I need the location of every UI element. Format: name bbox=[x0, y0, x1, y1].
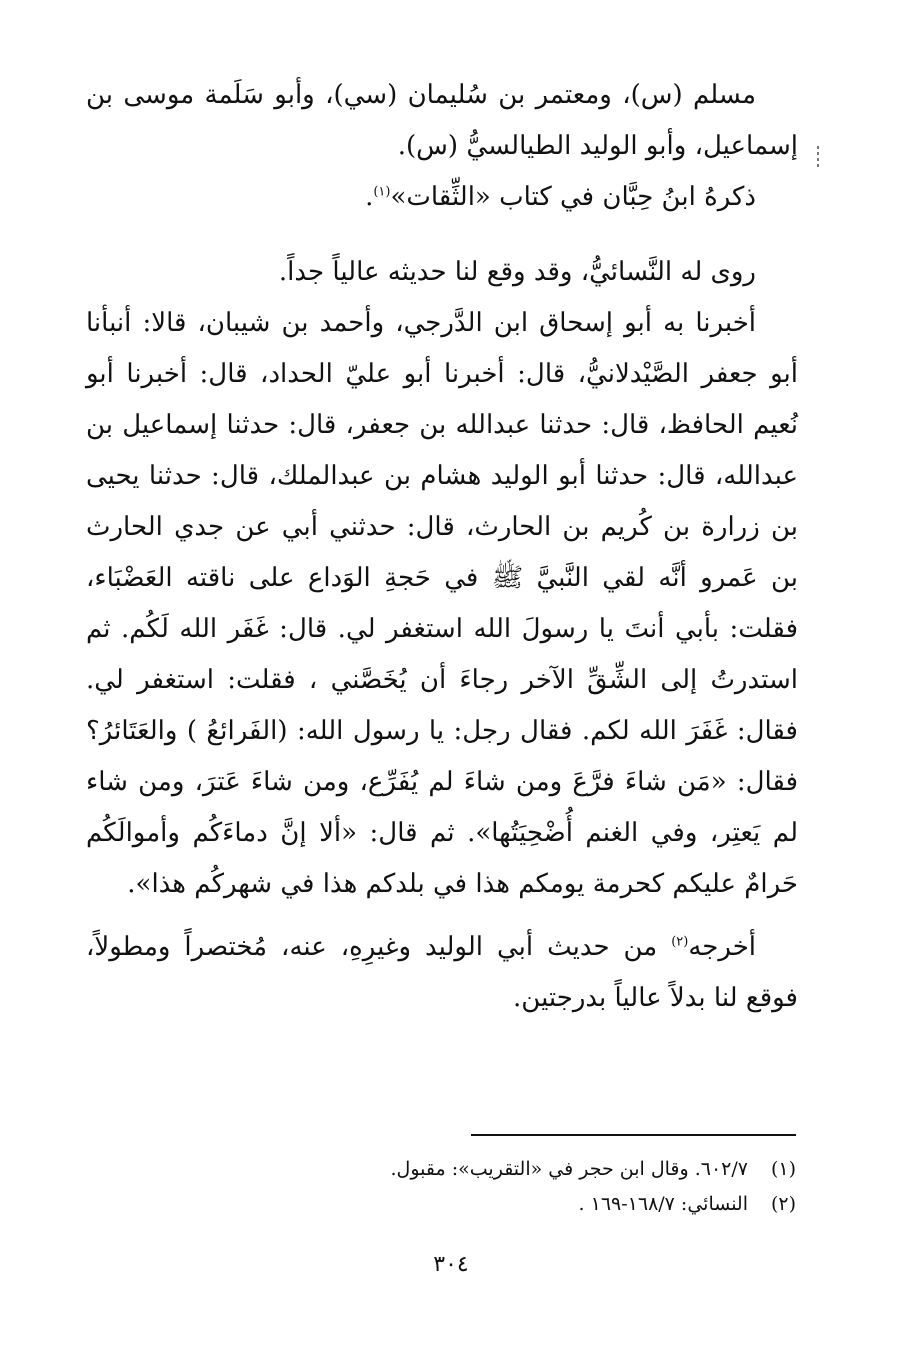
footnote-ref-1[interactable]: (١) bbox=[373, 184, 391, 200]
paragraph-hadith-text: أخبرنا به أبو إسحاق ابن الدَّرجي، وأحمد بن شيبان، قالا: أنبأنا أبو جعفر الصَّيْدلانيُّ، قال: أخبرنا أبو عليّ الحداد، قال: أخبرنا أبو نُعيم الحافظ، قال: حدثنا عبدالله بن جعفر، قال: حدثنا إسماعيل بن عبدالله، قال: حدثنا أبو الوليد هشام بن عبدالملك، قال: حدثنا يحيى بن زرارة بن كُريم بن الحارث، قال: حدثني أبي عن جدي الحارث بن عَمرو أنَّه لقي النَّبيَّ ﷺ في حَجةِ الوَداع على ناقته العَضْبَاء، فقلت: بأبي أنتَ يا رسولَ الله استغفر لي. قال: غَفَر الله لَكُم. ثم استدرتُ إلى الشِّقِّ الآخر رجاءَ أن يُخَصَّني ، فقلت: استغفر لي. فقال: غَفَرَ الله لكم. فقال رجل: يا رسول الله: (الفَرائعُ ) والعَتَائرُ؟ فقال: «مَن شاءَ فرَّعَ ومن شاءَ لم يُفَرِّع، ومن شاءَ عَترَ، ومن شاء لم يَعتِر، وفي الغنم أُضْحِيَتُها». ثم قال: «ألا إنَّ دماءَكُم وأموالَكُم حَرامٌ عليكم كحرمة يومكم هذا في بلدكم هذا في شهركُم هذا». bbox=[86, 308, 798, 899]
footnote-2 bbox=[96, 1187, 796, 1222]
footnotes bbox=[96, 1152, 796, 1222]
paragraph-nasai bbox=[86, 247, 798, 298]
footnote-2-number: (٢) bbox=[770, 1193, 796, 1215]
paragraph-hadith bbox=[86, 298, 798, 910]
paragraph-ibn-hibban-text: ذكرهُ ابنُ حِبَّان في كتاب «الثِّقات» bbox=[390, 182, 756, 212]
paragraph-takhrij-rest: من حديث أبي الوليد وغيرِهِ، عنه، مُختصراً ومطولاً، فوقع لنا بدلاً عالياً بدرجتين. bbox=[86, 932, 798, 1013]
paragraph-nasai-text: روى له النَّسائيُّ، وقد وقع لنا حديثه عالياً جداً. bbox=[278, 257, 756, 287]
footnote-divider bbox=[471, 1134, 796, 1136]
footnote-2-text: النسائي: ١٦٨/٧-١٦٩ . bbox=[578, 1193, 748, 1215]
paragraph-takhrij-start: أخرجه bbox=[688, 932, 756, 962]
paragraph-takhrij bbox=[86, 922, 798, 1024]
margin-mark bbox=[817, 146, 819, 170]
spacer bbox=[86, 910, 798, 922]
spacer bbox=[86, 223, 798, 247]
footnote-ref-2[interactable]: (٢) bbox=[671, 934, 689, 950]
page-body bbox=[86, 70, 798, 1024]
page-number: ٣٠٤ bbox=[433, 1252, 469, 1277]
footnote-1-text: ٦٠٢/٧. وقال ابن حجر في «التقريب»: مقبول. bbox=[390, 1158, 748, 1180]
paragraph-narrators-text: مسلم (س)، ومعتمر بن سُليمان (سي)، وأبو سَلَمة موسى بن إسماعيل، وأبو الوليد الطيالسيُّ (س). bbox=[86, 80, 798, 161]
footnote-1-number: (١) bbox=[770, 1158, 796, 1180]
paragraph-ibn-hibban bbox=[86, 172, 798, 223]
footnote-1 bbox=[96, 1152, 796, 1187]
paragraph-ibn-hibban-end: . bbox=[365, 182, 374, 212]
paragraph-narrators bbox=[86, 70, 798, 172]
